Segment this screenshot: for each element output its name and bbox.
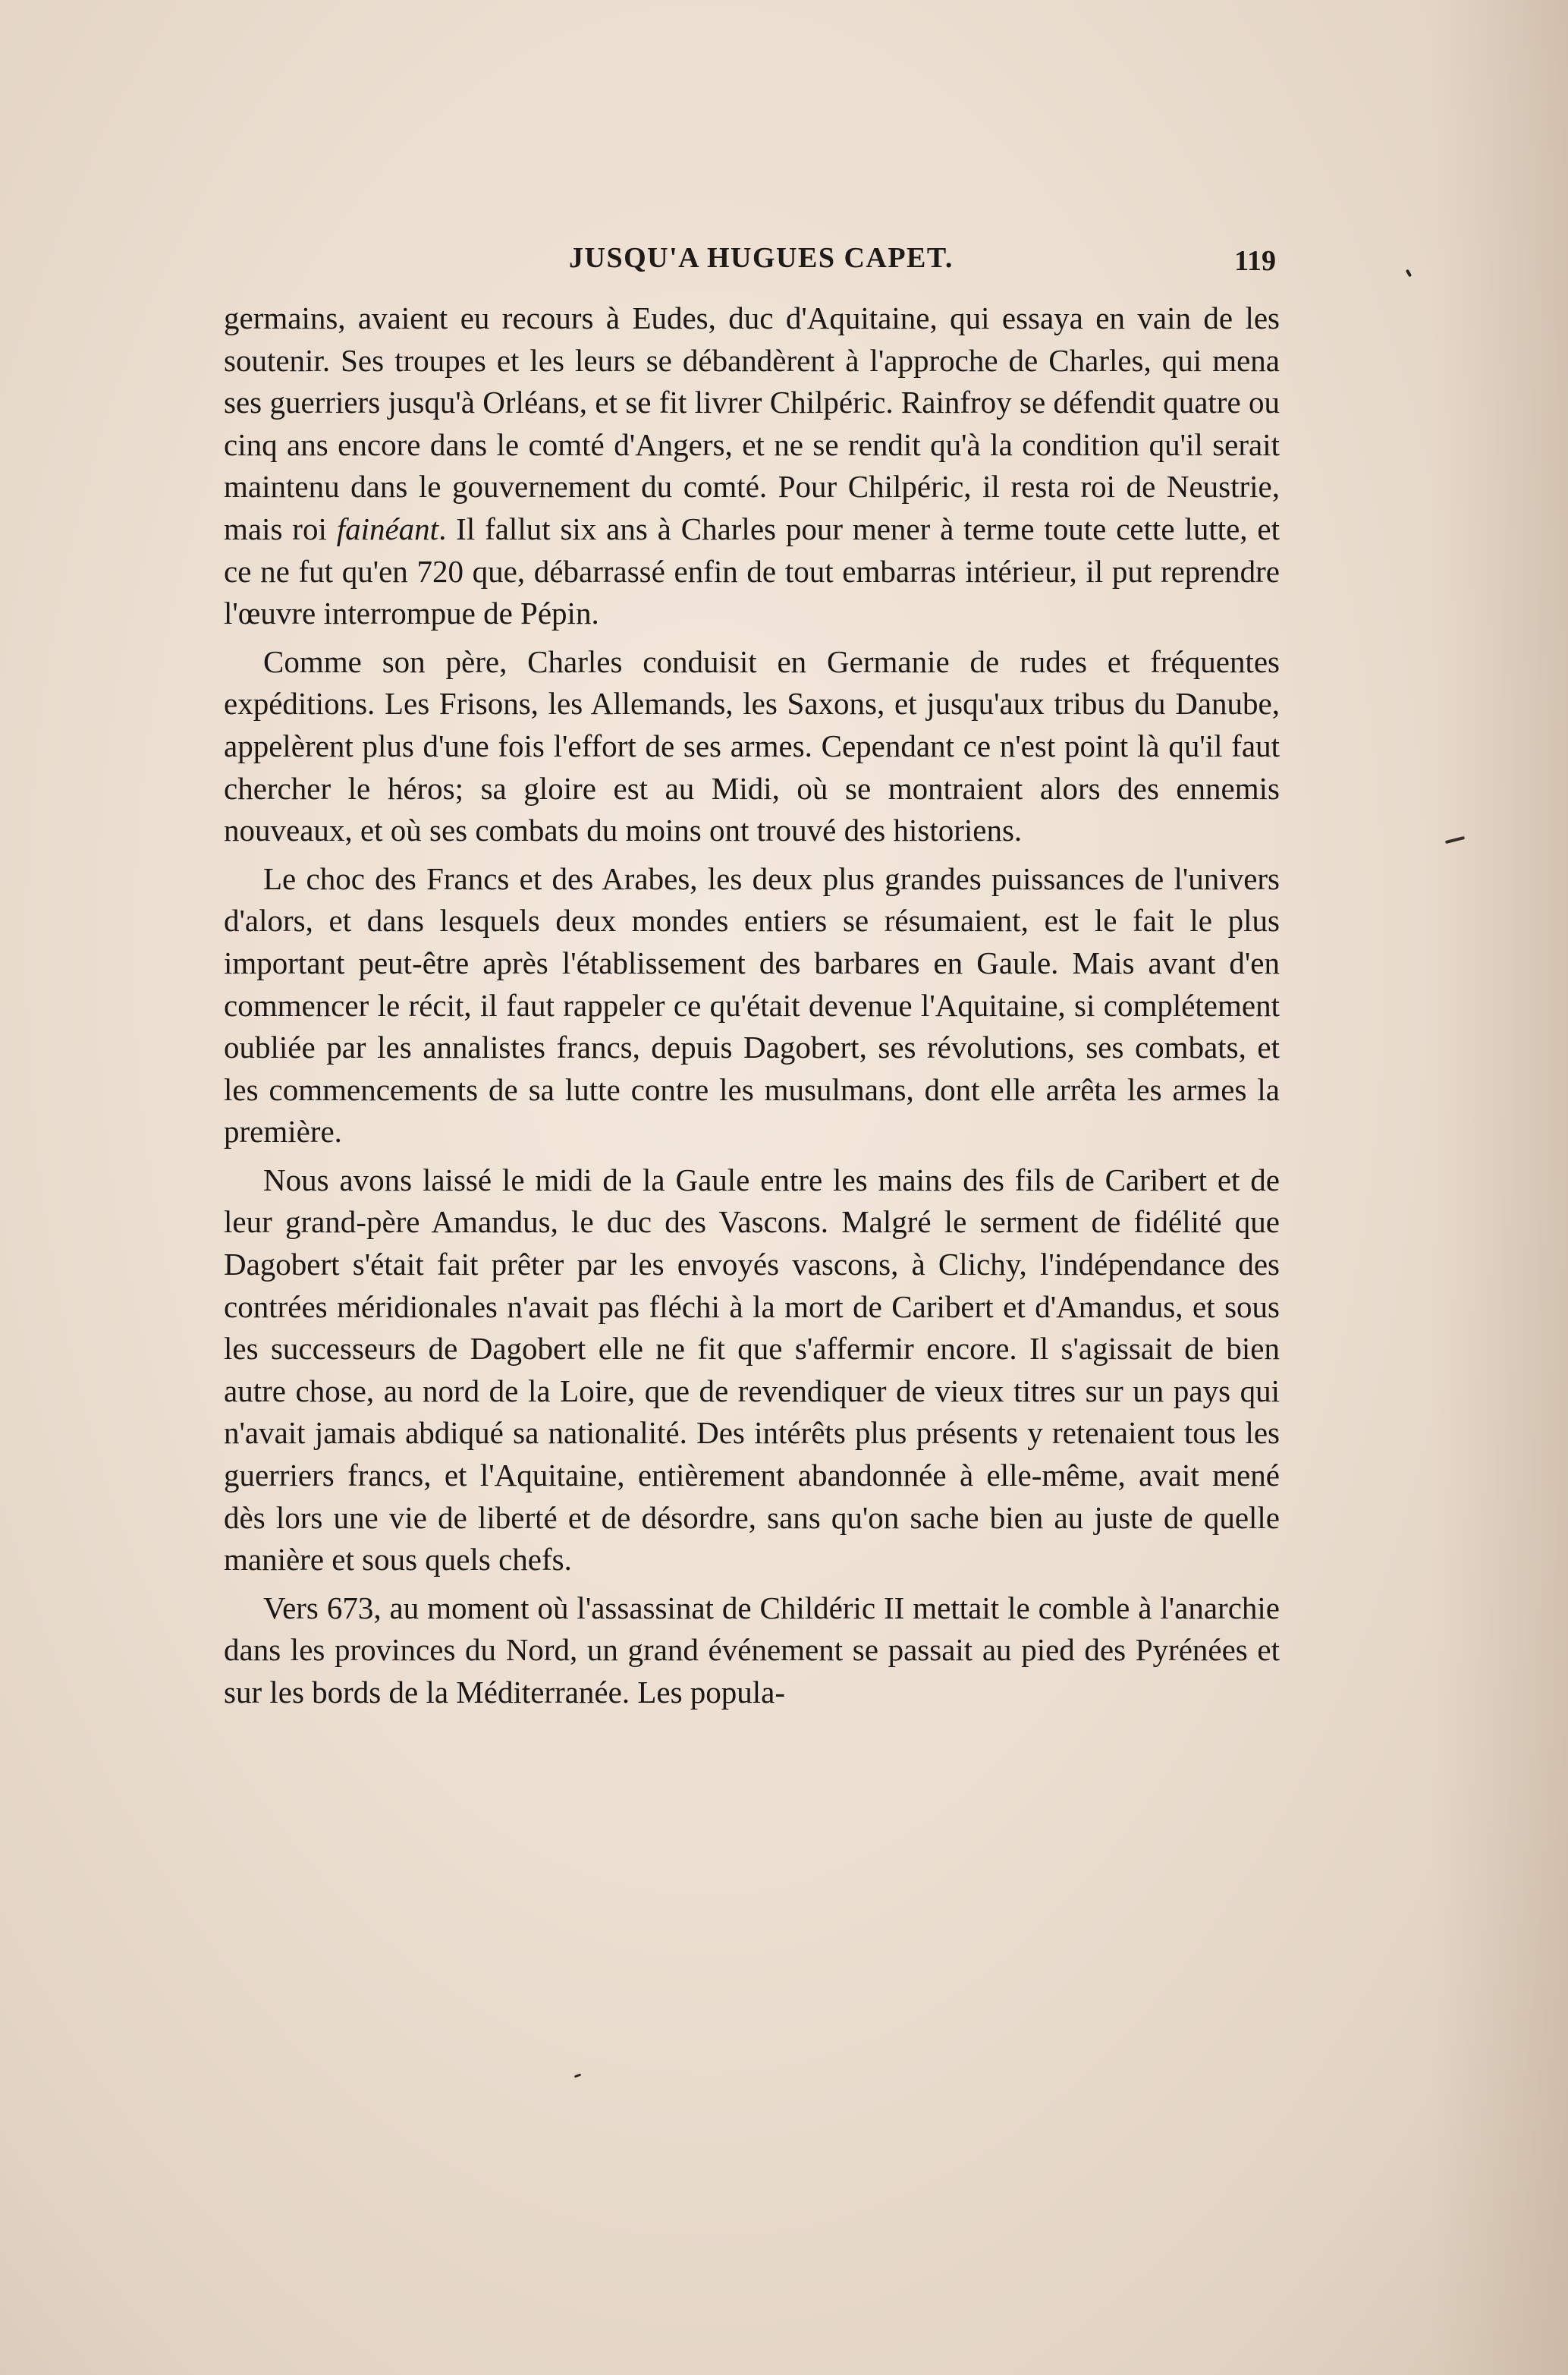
paragraph-1-text: germains, avaient eu recours à Eudes, duc d'Aquitaine, qui essaya en vain de les soutenir. Ses troupes et les leurs se débandèrent à l'approche de Charles, qui mena ses guerriers jusqu'à Orléans, et se fit livrer Chilpéric. Rainfroy se défendit quatre ou cinq ans encore dans le comté d'Angers, et ne se rendit qu'à la condition qu'il serait maintenu dans le gouvernement du comté. Pour Chilpéric, il resta roi de Neustrie, mais roi: [224, 300, 1280, 546]
paragraph-5: Vers 673, au moment où l'assassinat de Childéric II mettait le comble à l'anarchie dans les provinces du Nord, un grand événement se passait au pied des Pyrénées et sur les bords de la Méditerranée. Les popula-: [224, 1590, 1280, 1710]
paragraph-2: Comme son père, Charles conduisit en Germanie de rudes et fréquentes expéditions. Les Frisons, les Allemands, les Saxons, et jusqu'aux tribus du Danube, appelèrent plus d'une fois l'effort de ses armes. Cependant ce n'est point là qu'il faut chercher le héros; sa gloire est au Midi, où se montraient alors des ennemis nouveaux, et où ses combats du moins ont trouvé des historiens.: [224, 643, 1280, 848]
page-number: 119: [1234, 245, 1276, 277]
paragraph-3: Le choc des Francs et des Arabes, les deux plus grandes puissances de l'univers d'alors, et dans lesquels deux mondes entiers se résumaient, est le fait le plus important peut-être après l'établissement des barbares en Gaule. Mais avant d'en commencer le récit, il faut rappeler ce qu'était devenue l'Aquitaine, si complétement oubliée par les annalistes francs, depuis Dagobert, ses révolutions, ses combats, et les commencements de sa lutte contre les musulmans, dont elle arrêta les armes la première.: [224, 860, 1280, 1150]
paragraph-1-text-end: . Il fallut six ans à Charles pour mener à terme toute cette lutte, et ce ne fut qu'en 720 que, débarrassé enfin de tout embarras intérieur, il put reprendre l'œuvre interrompue de Pépin.: [224, 511, 1280, 631]
scan-speck: [1445, 836, 1465, 844]
scan-speck: [1406, 269, 1412, 278]
running-title: JUSQU'A HUGUES CAPET.: [569, 242, 954, 274]
scan-speck: [574, 2074, 581, 2078]
emphasis-faineant: fainéant: [336, 511, 439, 546]
paragraph-1: [224, 297, 1280, 635]
paragraph-4: Nous avons laissé le midi de la Gaule entre les mains des fils de Caribert et de leur grand-père Amandus, le duc des Vascons. Malgré le serment de fidélité que Dagobert s'était fait prêter par les envoyés vascons, à Clichy, l'indépendance des contrées méridionales n'avait pas fléchi à la mort de Caribert et d'Amandus, et sous les successeurs de Dagobert elle ne fit que s'affermir encore. Il s'agissait de bien autre chose, au nord de la Loire, que de revendiquer de vieux titres sur un pays qui n'avait jamais abdiqué sa nationalité. Des intérêts plus présents y retenaient tous les guerriers francs, et l'Aquitaine, entièrement abandonnée à elle-même, avait mené dès lors une vie de liberté et de désordre, sans qu'on sache bien au juste de quelle manière et sous quels chefs.: [224, 1162, 1280, 1578]
body-text: [224, 297, 1280, 1720]
running-head: [228, 241, 1284, 279]
